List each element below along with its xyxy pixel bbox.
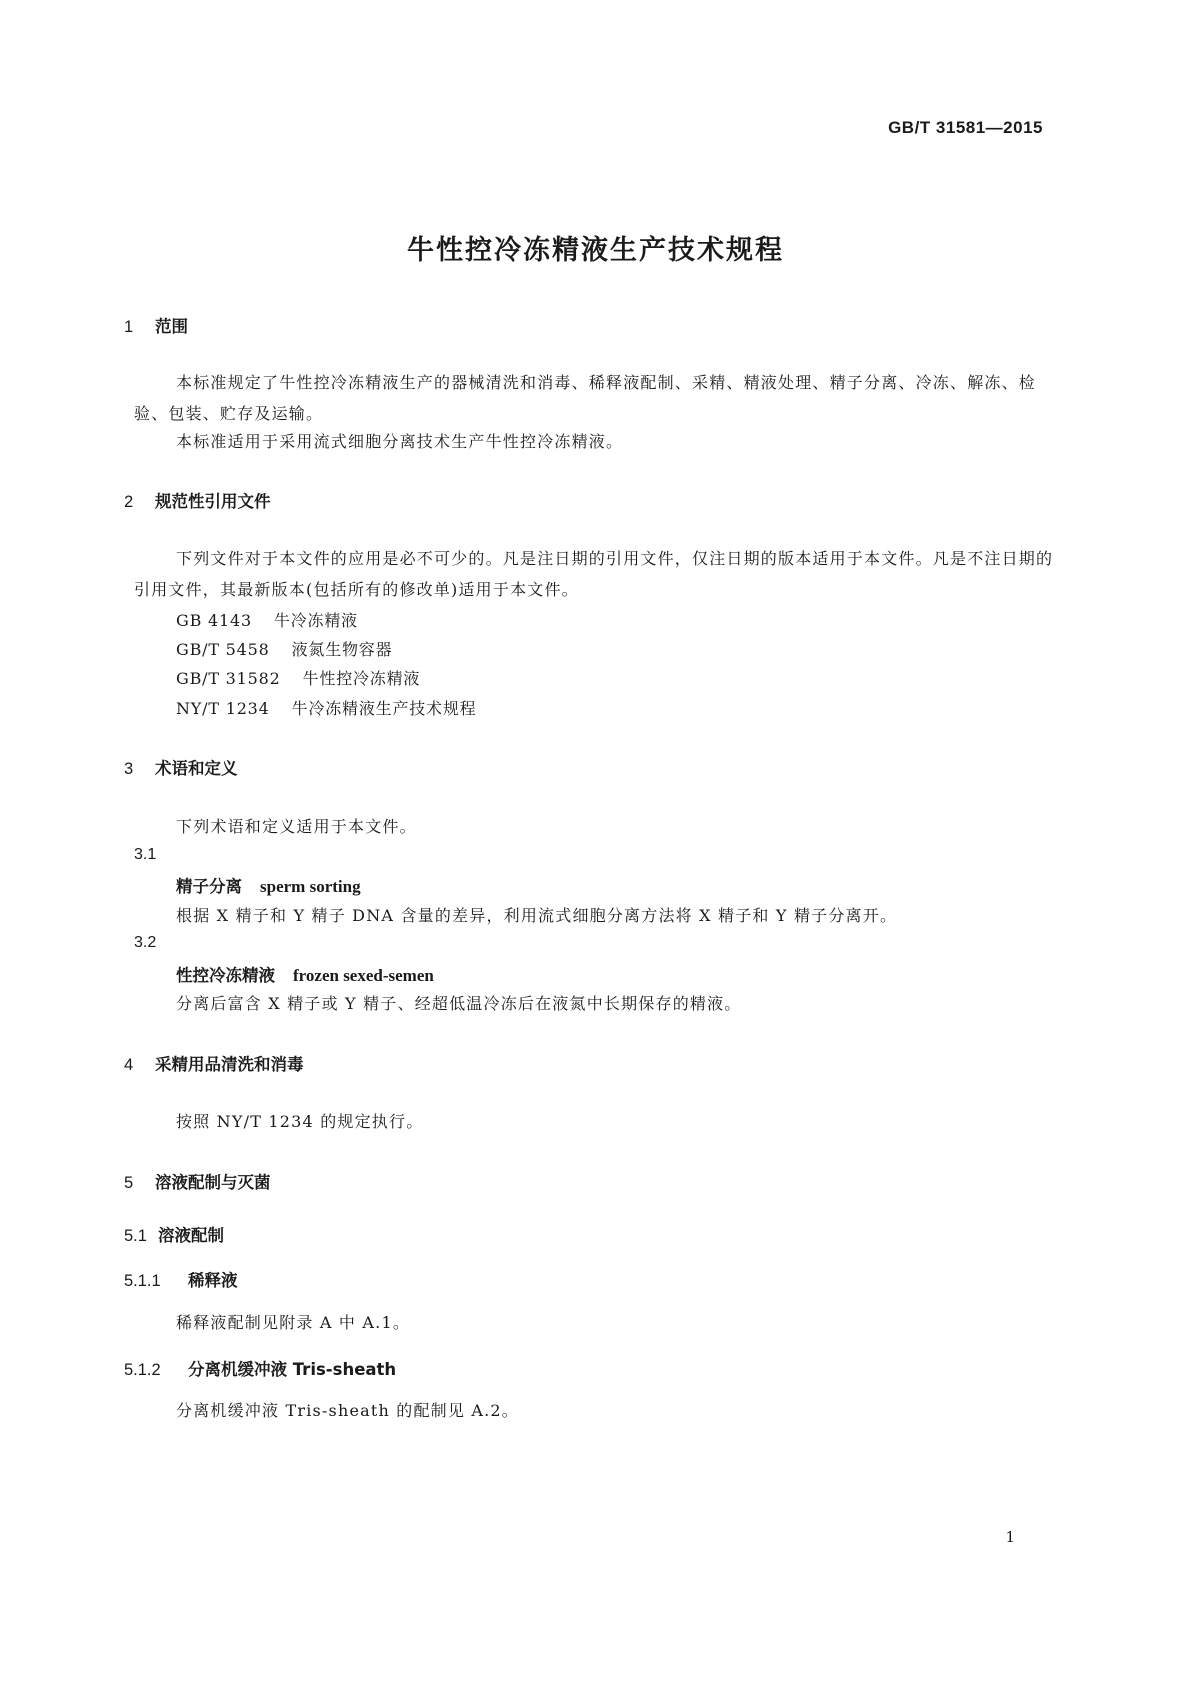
section-4-paragraph: 按照 NY/T 1234 的规定执行。: [176, 1112, 424, 1131]
section-2-heading: [124, 488, 1191, 512]
reference-item: [176, 696, 476, 719]
section-5-1-2-paragraph: 分离机缓冲液 Tris-sheath 的配制见 A.2。: [176, 1401, 519, 1420]
term-definition: 根据 X 精子和 Y 精子 DNA 含量的差异，利用流式细胞分离方法将 X 精子和 Y 精子分离开。: [176, 906, 898, 925]
section-5-heading: [124, 1169, 1191, 1193]
term-title: [176, 962, 434, 986]
reference-code: GB/T 5458: [176, 640, 270, 659]
reference-item: [176, 637, 392, 660]
section-number: 3: [124, 760, 134, 778]
reference-name: 液氮生物容器: [291, 640, 393, 659]
section-number: 4: [124, 1056, 134, 1074]
term-english: frozen sexed-semen: [293, 966, 434, 985]
term-number: 3.1: [134, 846, 157, 863]
document-title: 牛性控冷冻精液生产技术规程: [407, 235, 784, 266]
section-number: 5.1.1: [124, 1272, 161, 1290]
section-3-intro: 下列术语和定义适用于本文件。: [176, 817, 417, 836]
section-1-paragraph-1: 本标准规定了牛性控冷冻精液生产的器械清洗和消毒、稀释液配制、采精、精液处理、精子分离、冷冻、解冻、检验、包装、贮存及运输。: [134, 373, 1037, 423]
term-definition: 分离后富含 X 精子或 Y 精子、经超低温冷冻后在液氮中长期保存的精液。: [176, 994, 742, 1013]
section-title: 溶液配制: [158, 1226, 224, 1245]
term-number: 3.2: [134, 934, 157, 951]
section-5-1-1-paragraph: 稀释液配制见附录 A 中 A.1。: [176, 1313, 411, 1332]
section-5-1-heading: [124, 1222, 1191, 1246]
section-title: 分离机缓冲液 Tris-sheath: [188, 1360, 397, 1379]
section-1-heading: [124, 313, 1191, 337]
reference-code: GB 4143: [176, 611, 252, 630]
section-number: 2: [124, 493, 134, 511]
section-5-1-2-heading: [124, 1356, 1191, 1380]
section-number: 1: [124, 318, 134, 336]
section-number: 5.1: [124, 1227, 147, 1245]
section-3-heading: [124, 755, 1191, 779]
section-number: 5: [124, 1174, 134, 1192]
page-number: 1: [1005, 1528, 1015, 1546]
section-title: 规范性引用文件: [155, 492, 271, 511]
term-chinese: 精子分离: [176, 877, 242, 896]
section-4-heading: [124, 1051, 1191, 1075]
section-1-paragraph-2: 本标准适用于采用流式细胞分离技术生产牛性控冷冻精液。: [176, 432, 624, 451]
reference-item: [176, 608, 358, 631]
section-title: 范围: [155, 317, 188, 336]
standard-number: GB/T 31581—2015: [888, 118, 1043, 137]
reference-code: NY/T 1234: [176, 699, 270, 718]
term-chinese: 性控冷冻精液: [176, 966, 275, 985]
reference-name: 牛冷冻精液: [273, 611, 358, 630]
reference-name: 牛冷冻精液生产技术规程: [291, 699, 477, 718]
term-english: sperm sorting: [260, 877, 361, 896]
section-5-1-1-heading: [124, 1267, 1191, 1291]
section-title: 溶液配制与灭菌: [155, 1173, 271, 1192]
section-number: 5.1.2: [124, 1361, 161, 1379]
reference-code: GB/T 31582: [176, 669, 281, 688]
section-2-paragraph-1: 下列文件对于本文件的应用是必不可少的。凡是注日期的引用文件，仅注日期的版本适用于本文件。凡是不注日期的引用文件，其最新版本(包括所有的修改单)适用于本文件。: [134, 549, 1054, 599]
reference-name: 牛性控冷冻精液: [302, 669, 421, 688]
section-title: 稀释液: [188, 1271, 238, 1290]
section-title: 术语和定义: [155, 759, 238, 778]
reference-item: [176, 666, 420, 689]
section-title: 采精用品清洗和消毒: [155, 1055, 304, 1074]
term-title: [176, 873, 361, 897]
